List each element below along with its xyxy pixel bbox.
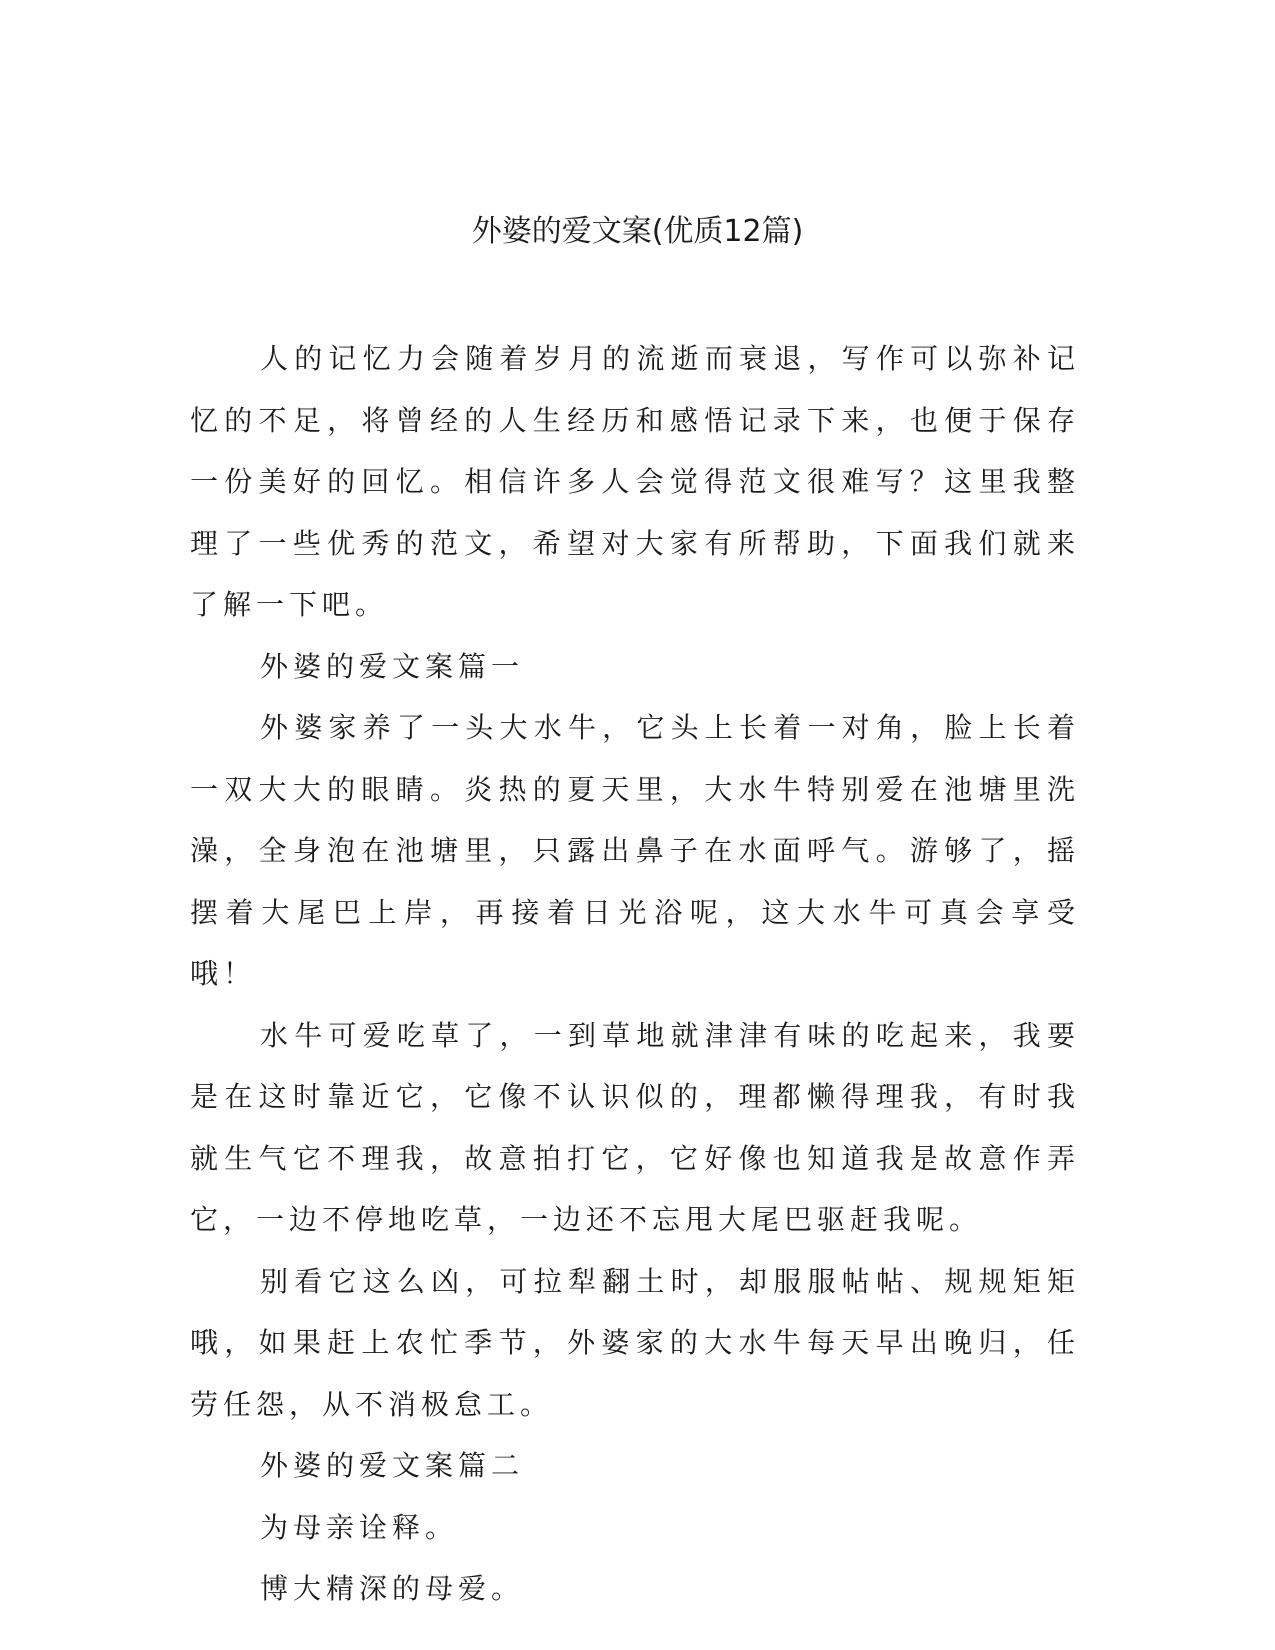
section-heading-2: 外婆的爱文案篇二 xyxy=(260,1449,525,1482)
paragraph: 博大精深的母爱。 xyxy=(260,1572,525,1605)
paragraph: 外婆家养了一头大水牛，它头上长着一对角，脸上长着一双大大的眼睛。炎热的夏天里，大水牛特别爱在池塘里洗澡，全身泡在池塘里，只露出鼻子在水面呼气。游够了，摇摆着大尾巴上岸，再接着日光浴呢，这大水牛可真会享受哦！ xyxy=(190,711,1080,990)
section-heading-1: 外婆的爱文案篇一 xyxy=(260,649,525,683)
document-title: 外婆的爱文案(优质12篇) xyxy=(471,214,804,249)
paragraph: 水牛可爱吃草了，一到草地就津津有味的吃起来，我要是在这时靠近它，它像不认识似的，理都懒得理我，有时我就生气它不理我，故意拍打它，它好像也知道我是故意作弄它，一边不停地吃草，一边还不忘甩大尾巴驱赶我呢。 xyxy=(190,1018,1080,1236)
paragraph: 别看它这么凶，可拉犁翻土时，却服服帖帖、规规矩矩哦，如果赶上农忙季节，外婆家的大水牛每天早出晚归，任劳任怨，从不消极怠工。 xyxy=(190,1264,1080,1421)
intro-paragraph: 人的记忆力会随着岁月的流逝而衰退，写作可以弥补记忆的不足，将曾经的人生经历和感悟记录下来，也便于保存一份美好的回忆。相信许多人会觉得范文很难写？这里我整理了一些优秀的范文，希望对大家有所帮助，下面我们就来了解一下吧。 xyxy=(190,342,1080,621)
paragraph: 为母亲诠释。 xyxy=(260,1510,459,1544)
document-body xyxy=(190,328,1080,1620)
